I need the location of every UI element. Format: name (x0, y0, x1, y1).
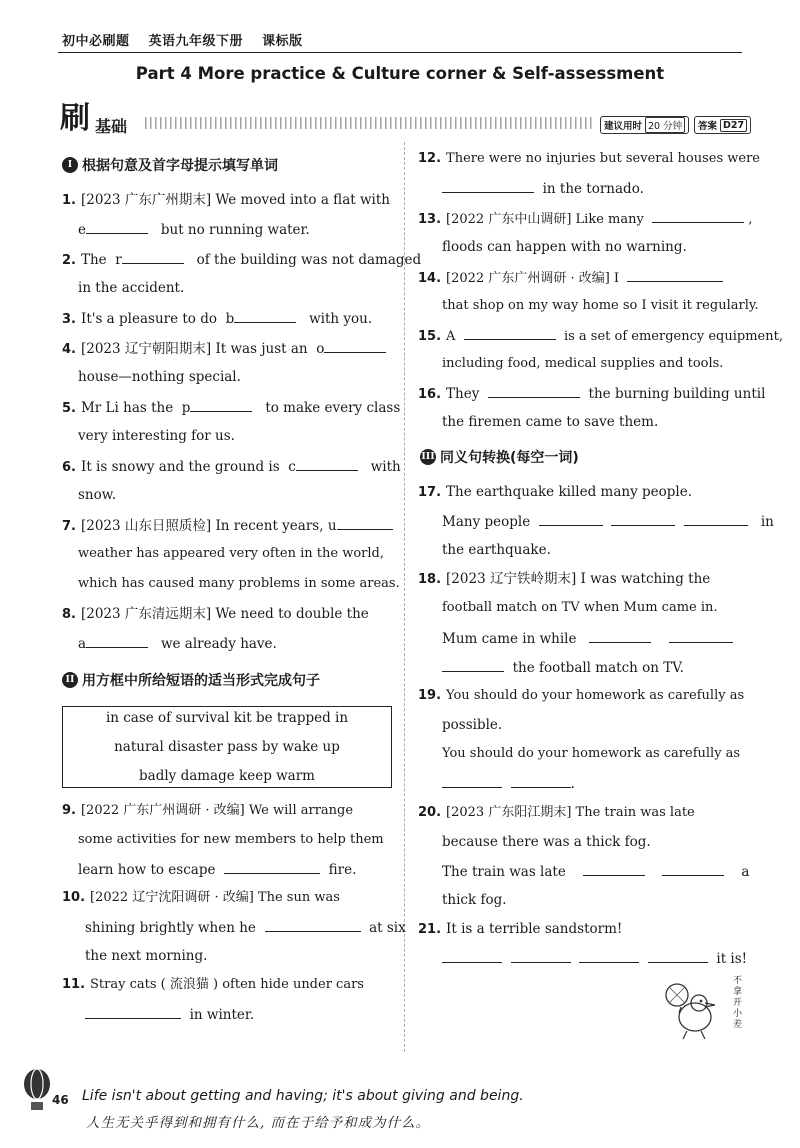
header-subject: 英语九年级下册 (148, 34, 244, 49)
question-7 (62, 515, 393, 537)
question-17 (418, 482, 692, 503)
question-7-line3: which has caused many problems in some areas. (78, 576, 400, 591)
question-text: [2022 广东中山调研] Like many (446, 212, 644, 227)
question-text: [2023 山东日照质检] In recent years, (80, 518, 324, 534)
question-number: 4. (62, 342, 76, 357)
time-label: 建议用时 (604, 121, 643, 132)
suggested-time-box (600, 116, 689, 134)
question-17-line3: the earthquake. (442, 542, 551, 558)
header-series: 初中必刷题 (62, 34, 130, 49)
question-number: 11. (62, 977, 86, 992)
answer-blank[interactable] (190, 397, 252, 412)
question-text: [2022 辽宁沈阳调研 · 改编] The sun was (90, 890, 340, 905)
question-18 (418, 569, 710, 590)
question-text: [2023 辽宁铁岭期末] I was watching the (446, 571, 711, 587)
question-18-line3 (442, 628, 733, 649)
brush-char: 刷 (60, 101, 90, 136)
hint-letter: r (115, 252, 122, 268)
question-text: There were no injuries but several houses were (446, 151, 760, 166)
question-text: Stray cats ( 流浪猫 ) often hide under cars (90, 977, 364, 992)
question-number: 3. (62, 312, 76, 327)
question-16 (418, 383, 765, 405)
answer-blank[interactable] (442, 948, 502, 963)
question-9 (62, 801, 353, 821)
question-text: with you. (309, 311, 373, 327)
question-21 (418, 919, 622, 940)
answer-blank[interactable] (86, 633, 148, 648)
question-text: [2023 广东阳江期末] The train was late (446, 805, 695, 820)
answer-blank[interactable] (662, 861, 724, 876)
question-text: It is snowy and the ground is (80, 459, 280, 475)
question-text: They (446, 386, 480, 402)
question-text: Mr Li has the (80, 400, 174, 416)
question-20-line4: thick fog. (442, 892, 507, 908)
question-15 (418, 325, 783, 347)
question-text: [2023 广东清远期末] We need to double the (80, 606, 369, 622)
hint-letter: e (78, 222, 86, 238)
question-text: learn how to escape (78, 862, 216, 878)
question-number: 13. (418, 212, 442, 227)
question-text: at six (369, 920, 406, 936)
answer-blank[interactable] (652, 208, 744, 223)
answer-page: D27 (720, 119, 747, 132)
question-13 (418, 208, 752, 230)
question-4 (62, 338, 386, 360)
question-text: , (748, 212, 753, 227)
question-number: 21. (418, 922, 442, 937)
brush-label: 基础 (95, 117, 128, 136)
roman-numeral-icon: II (62, 672, 78, 688)
answer-blank[interactable] (442, 178, 534, 193)
question-19 (418, 686, 744, 706)
question-3 (62, 308, 372, 330)
question-12-line2 (442, 178, 644, 199)
question-number: 18. (418, 572, 442, 587)
question-17-line2 (442, 511, 774, 532)
question-text: It's a pleasure to do (80, 311, 217, 327)
question-number: 19. (418, 688, 442, 703)
answer-blank[interactable] (648, 948, 708, 963)
answer-blank[interactable] (589, 628, 651, 643)
roman-numeral-icon: III (420, 449, 436, 465)
question-20 (418, 803, 695, 823)
answer-blank[interactable] (511, 948, 571, 963)
question-5 (62, 397, 400, 419)
question-6 (62, 456, 401, 478)
answer-blank[interactable] (488, 383, 580, 398)
question-text: a (741, 864, 750, 880)
question-text: in (760, 514, 774, 530)
question-14 (418, 267, 723, 289)
question-19-line4 (442, 773, 575, 794)
question-number: 8. (62, 607, 76, 622)
question-10-line3: the next morning. (85, 948, 208, 964)
question-number: 12. (418, 151, 442, 166)
part-title: Part 4 More practice & Culture corner & Self-assessment (135, 64, 665, 83)
question-text: in winter. (189, 1007, 255, 1023)
question-18-line4 (442, 657, 684, 678)
answer-blank[interactable] (337, 515, 393, 530)
answer-blank[interactable] (611, 511, 675, 526)
question-text: Many people (442, 514, 531, 530)
question-14-line2: that shop on my way home so I visit it regularly. (442, 298, 759, 313)
phrase-row: badly damage keep warm (139, 768, 315, 784)
question-10 (62, 888, 340, 908)
question-21-line2 (442, 948, 747, 969)
question-text: The train was late (442, 864, 566, 880)
answer-blank[interactable] (296, 456, 358, 471)
header-edition: 课标版 (262, 34, 303, 49)
answer-label: 答案 (698, 121, 718, 132)
question-number: 16. (418, 387, 442, 402)
question-number: 9. (62, 803, 76, 818)
question-text: shining brightly when he (85, 920, 256, 936)
answer-blank[interactable] (627, 267, 723, 282)
question-2-line2: in the accident. (78, 280, 185, 296)
question-text: but no running water. (160, 222, 310, 238)
column-divider (404, 142, 405, 1052)
question-text: . (570, 776, 575, 792)
section-2-title (62, 670, 320, 690)
answer-blank[interactable] (86, 219, 148, 234)
question-text: fire. (328, 862, 357, 878)
question-19-line3: You should do your homework as carefully as (442, 746, 741, 761)
section-title-text: 根据句意及首字母提示填写单词 (82, 158, 278, 174)
phrase-box (62, 706, 392, 788)
question-8 (62, 604, 369, 625)
hint-letter: u (327, 518, 337, 534)
question-text: You should do your homework as carefully as (446, 688, 745, 703)
question-text: of the building was not damaged (196, 252, 422, 268)
question-9-line3 (78, 859, 356, 880)
question-number: 17. (418, 485, 442, 500)
footer-quote-en: Life isn't about getting and having; it's about giving and being. (82, 1088, 524, 1104)
answer-blank[interactable] (442, 773, 502, 788)
phrase-row: in case of survival kit be trapped in (105, 710, 349, 726)
answer-blank[interactable] (669, 628, 733, 643)
answer-blank[interactable] (583, 861, 645, 876)
question-4-line2: house—nothing special. (78, 369, 241, 385)
question-number: 14. (418, 271, 442, 286)
book-header (62, 30, 317, 49)
answer-blank[interactable] (464, 325, 556, 340)
question-text: It is a terrible sandstorm! (446, 921, 623, 937)
question-text: [2022 广东广州调研 · 改编] I (446, 271, 620, 286)
question-number: 6. (62, 460, 76, 475)
answer-blank[interactable] (265, 917, 361, 932)
answer-ref-box (694, 116, 751, 134)
section-1-title (62, 155, 278, 175)
question-text: the football match on TV. (512, 660, 684, 676)
section-title-text: 用方框中所给短语的适当形式完成句子 (82, 673, 320, 689)
hint-letter: c (288, 459, 296, 475)
question-text: it is! (716, 951, 748, 967)
question-number: 10. (62, 890, 86, 905)
section-3-title (420, 447, 579, 467)
footer-quote-cn: 人生无关乎得到和拥有什么, 而在于给予和成为什么。 (86, 1115, 431, 1131)
question-text: to make every class (265, 400, 401, 416)
question-11 (62, 975, 364, 995)
question-15-line2: including food, medical supplies and tools. (442, 356, 724, 371)
question-text: Mum came in while (442, 631, 577, 647)
answer-blank[interactable] (234, 308, 296, 323)
question-2 (62, 249, 421, 271)
question-number: 2. (62, 253, 76, 268)
hatch-divider (145, 117, 595, 129)
question-19-line2: possible. (442, 717, 503, 733)
question-10-line2 (85, 917, 406, 938)
answer-blank[interactable] (511, 773, 571, 788)
question-1-line2 (78, 219, 310, 240)
question-12 (418, 149, 760, 169)
question-number: 5. (62, 401, 76, 416)
question-11-line2 (85, 1004, 254, 1025)
question-number: 15. (418, 329, 442, 344)
answer-blank[interactable] (85, 1004, 181, 1019)
question-8-line2 (78, 633, 277, 654)
page-number: 46 (52, 1093, 69, 1107)
hint-letter: a (78, 636, 87, 652)
mascot-bird-icon (655, 975, 735, 1045)
balloon-icon (20, 1068, 54, 1114)
question-13-line2: floods can happen with no warning. (442, 239, 687, 255)
answer-blank[interactable] (684, 511, 748, 526)
question-5-line2: very interesting for us. (78, 428, 235, 444)
question-16-line2: the firemen came to save them. (442, 414, 659, 430)
question-text: in the tornado. (542, 181, 644, 197)
hint-letter: p (181, 400, 191, 416)
phrase-row: natural disaster pass by wake up (114, 739, 340, 755)
answer-blank[interactable] (539, 511, 603, 526)
hint-letter: o (316, 341, 325, 357)
question-18-line2: football match on TV when Mum came in. (442, 600, 718, 615)
question-text: [2022 广东广州调研 · 改编] We will arrange (80, 803, 354, 818)
question-7-line2: weather has appeared very often in the world, (78, 546, 384, 561)
question-1 (62, 190, 390, 211)
question-6-line2: snow. (78, 487, 116, 503)
question-text: with (370, 459, 401, 475)
question-number: 7. (62, 519, 76, 534)
question-text: The (80, 252, 107, 268)
question-text: we already have. (160, 636, 277, 652)
question-text: is a set of emergency equipment, (563, 329, 783, 344)
question-number: 1. (62, 193, 76, 208)
question-9-line2: some activities for new members to help them (78, 832, 384, 847)
roman-numeral-icon: I (62, 157, 78, 173)
question-text: the burning building until (588, 386, 766, 402)
question-text: A (446, 329, 456, 344)
question-text: The earthquake killed many people. (446, 484, 692, 500)
answer-blank[interactable] (122, 249, 184, 264)
hint-letter: b (225, 311, 235, 327)
question-20-line2: because there was a thick fog. (442, 834, 651, 850)
mascot-caption: 不拿开小差 (731, 975, 741, 1030)
question-text: [2023 辽宁朝阳期末] It was just an (80, 341, 308, 357)
time-value: 20 分钟 (645, 117, 685, 133)
answer-blank[interactable] (224, 859, 320, 874)
question-text: [2023 广东广州期末] We moved into a flat with (80, 192, 390, 208)
answer-blank[interactable] (442, 657, 504, 672)
question-20-line3 (442, 861, 749, 882)
header-rule (58, 52, 742, 53)
answer-blank[interactable] (324, 338, 386, 353)
answer-blank[interactable] (579, 948, 639, 963)
question-number: 20. (418, 805, 442, 820)
section-title-text: 同义句转换(每空一词) (440, 450, 579, 466)
